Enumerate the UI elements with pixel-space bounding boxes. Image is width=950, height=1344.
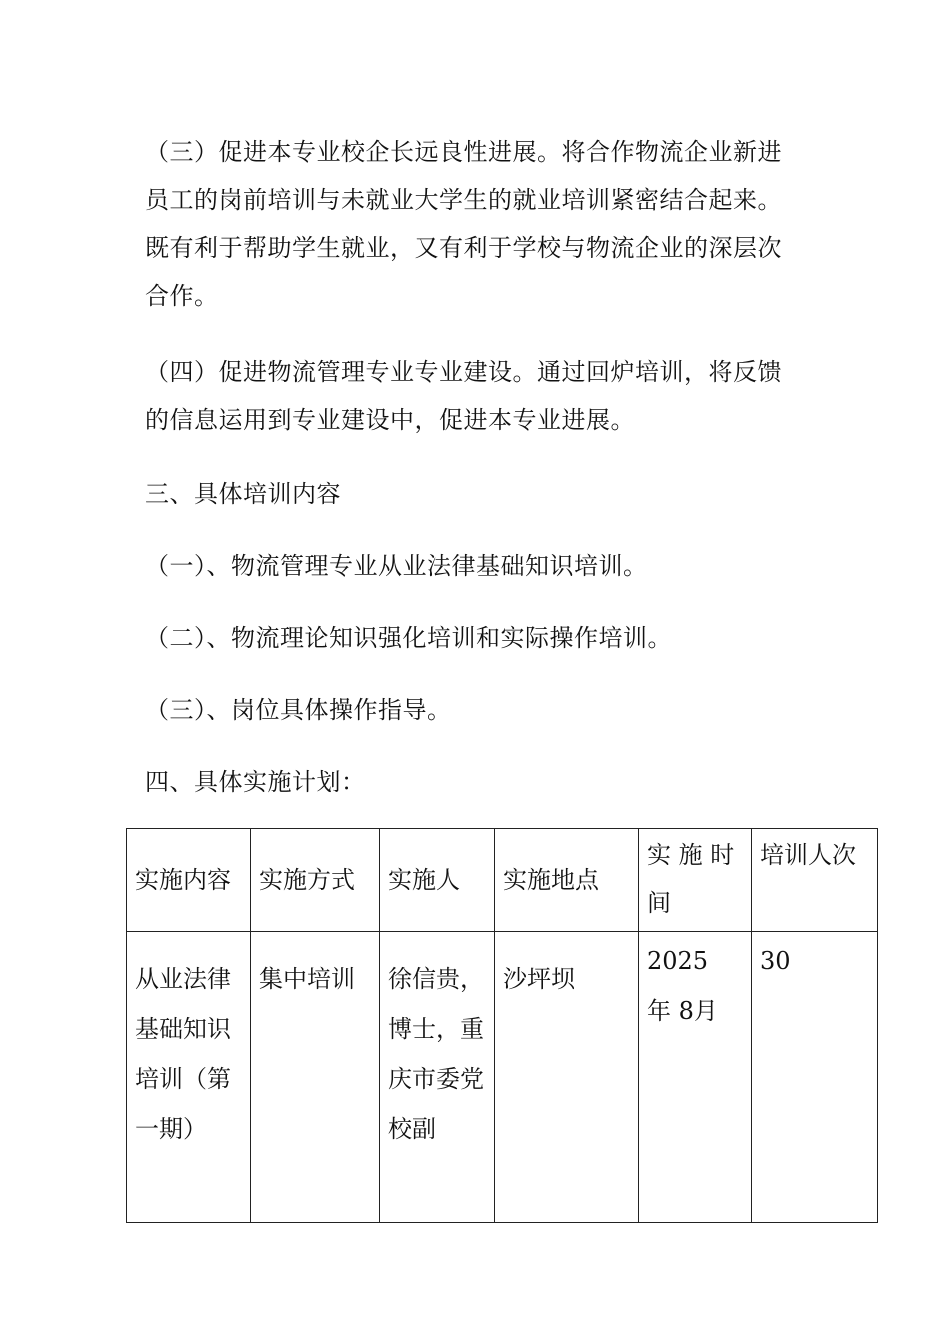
header-time: 实 施 时 间 bbox=[639, 829, 752, 932]
list-item-1: （一）、物流管理专业从业法律基础知识培训。 bbox=[145, 552, 648, 580]
cell-time: 2025 年 8月 bbox=[639, 932, 752, 1223]
table-row bbox=[127, 932, 878, 1223]
cell-content: 从业法律基础知识培训（第一期） bbox=[127, 932, 251, 1223]
cell-count: 30 bbox=[752, 932, 878, 1223]
implementation-plan-table bbox=[126, 828, 878, 1223]
list-item-3: （三）、岗位具体操作指导。 bbox=[145, 696, 452, 724]
header-location: 实施地点 bbox=[495, 829, 639, 932]
cell-person: 徐信贵，博士，重庆市委党校副 bbox=[380, 932, 495, 1223]
table-header-row bbox=[127, 829, 878, 932]
cell-method: 集中培训 bbox=[251, 932, 380, 1223]
paragraph-three: （三）促进本专业校企长远良性进展。将合作物流企业新进员工的岗前培训与未就业大学生的就业培训紧密结合起来。既有利于帮助学生就业，又有利于学校与物流企业的深层次合作。 bbox=[145, 138, 782, 310]
section-heading-three: 三、具体培训内容 bbox=[145, 480, 341, 508]
header-person: 实施人 bbox=[380, 829, 495, 932]
header-content: 实施内容 bbox=[127, 829, 251, 932]
header-count: 培训人次 bbox=[752, 829, 878, 932]
cell-location: 沙坪坝 bbox=[495, 932, 639, 1223]
list-item-2: （二）、物流理论知识强化培训和实际操作培训。 bbox=[145, 624, 672, 652]
section-heading-four: 四、具体实施计划： bbox=[145, 768, 366, 796]
paragraph-four: （四）促进物流管理专业专业建设。通过回炉培训，将反馈的信息运用到专业建设中，促进本专业进展。 bbox=[145, 358, 782, 434]
header-method: 实施方式 bbox=[251, 829, 380, 932]
